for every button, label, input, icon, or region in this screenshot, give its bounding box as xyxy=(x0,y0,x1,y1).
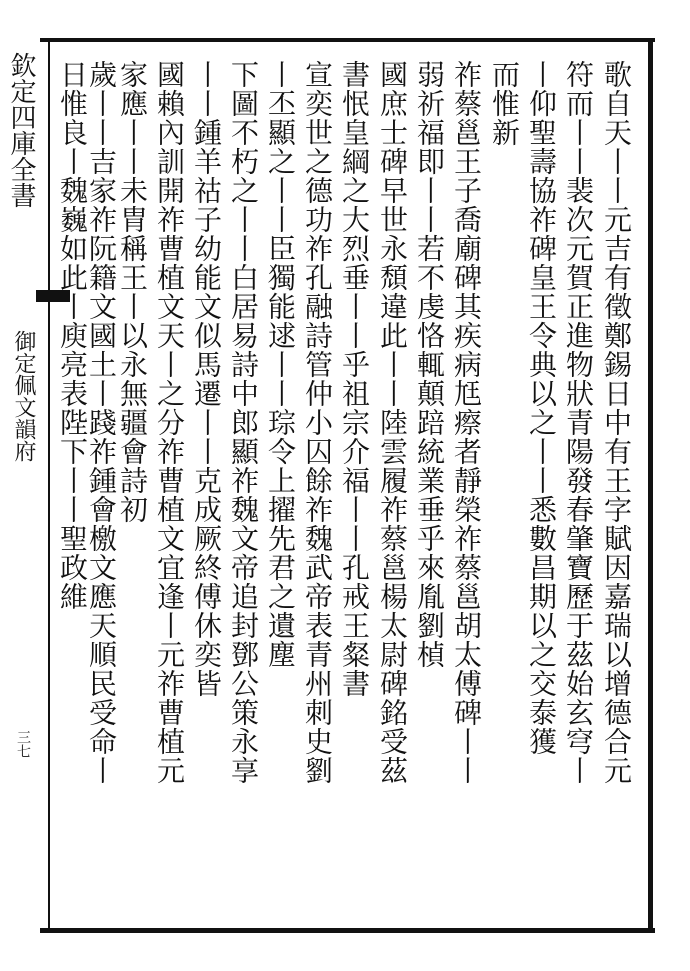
page-number: 三七 xyxy=(15,730,31,758)
side-title: 御定佩文韻府 xyxy=(11,330,36,462)
text-column-5: 祚蔡邕王子喬廟碑其疾病尪瘵者靜榮祚蔡邕胡太傅碑丨丨 xyxy=(450,60,483,785)
text-column-9: 宣奕世之德功祚孔融詩管仲小囚餘祚魏武帝表青州刺史劉 xyxy=(301,60,334,785)
book-title: 欽定四庫全書 xyxy=(6,52,36,208)
text-column-7: 國庶士碑早世永頹違此丨丨陸雲履祚蔡邕楊太尉碑銘受茲 xyxy=(376,60,409,785)
text-column-1: 歌自天丨丨元吉有徵鄭錫日中有王字賦因嘉瑞以增德合元 xyxy=(600,60,633,785)
text-column-4: 而惟新 xyxy=(488,60,521,147)
text-column-8: 書怋皇綱之大烈垂丨丨乎祖宗介福丨丨孔戒王粲書 xyxy=(338,60,371,698)
text-column-6: 弱祈福即丨丨若不虔恪輒顛踣統業垂乎來胤劉楨 xyxy=(413,60,446,669)
text-column-13: 國賴內訓開祚曹植文天丨之分祚曹植文宜逢丨元祚曹植元 xyxy=(153,60,186,785)
text-column-11: 下圖不朽之丨丨白居易詩中郎顯祚魏文帝追封鄧公策永享 xyxy=(227,60,260,785)
right-border xyxy=(648,38,653,933)
text-column-10: 丨丕顯之丨丨臣獨能逑丨丨琮令上擢先君之遺塵 xyxy=(264,60,297,669)
bottom-border xyxy=(40,928,655,933)
top-border xyxy=(40,38,655,42)
text-column-2: 符而丨丨裴次元賀正進物狀青陽發春肇寶歷于茲始玄穹丨 xyxy=(562,60,595,785)
text-column-12: 丨丨鍾羊祜子幼能文似馬遷丨丨克成厥終傅休奕皆 xyxy=(190,60,223,698)
text-column-14: 家應丨丨未胄稱王丨以永無疆會詩初 xyxy=(116,60,149,524)
text-column-16: 日惟良丨魏巍如此丨庾亮表陛下丨丨聖政維 xyxy=(56,60,89,611)
text-column-3: 丨仰聖壽協祚碑皇王令典以之丨丨悉數昌期以之交泰獲 xyxy=(525,60,558,756)
text-column-15: 歲丨丨吉家祚阮籍文國土丨踐祚鍾會檄文應天順民受命丨 xyxy=(85,60,118,785)
